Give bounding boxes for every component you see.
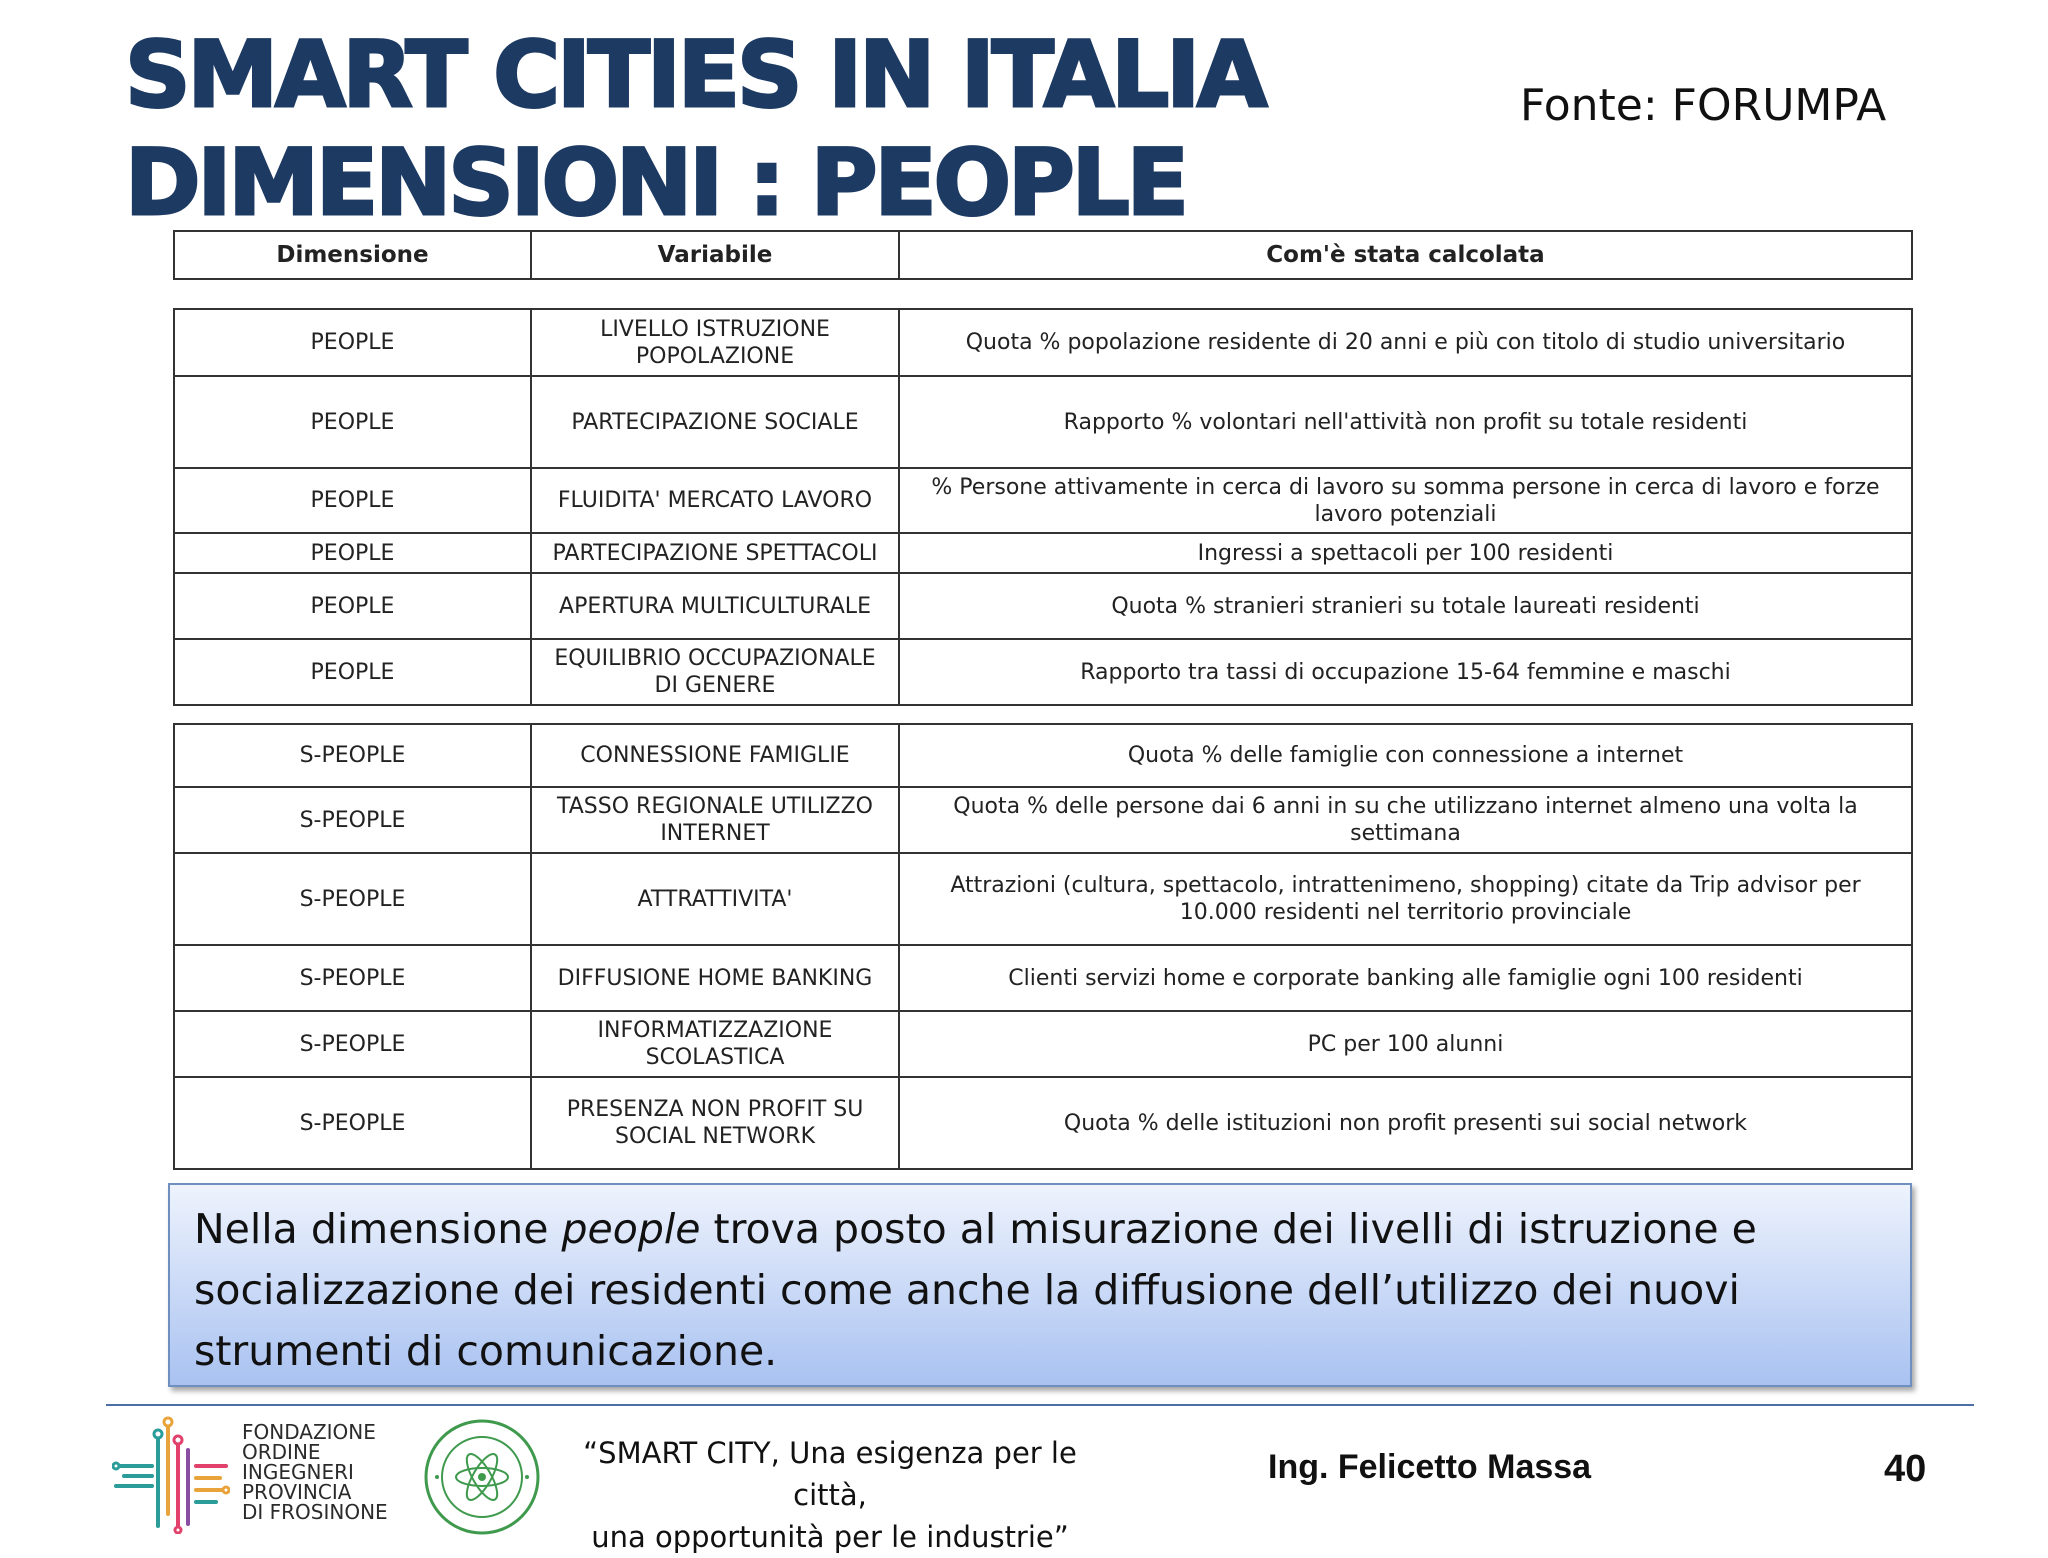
cell-dimension: S-PEOPLE	[174, 724, 531, 787]
cell-method: Attrazioni (cultura, spettacolo, intrattenimeno, shopping) citate da Trip advisor per 10.000 residenti nel territorio provinciale	[899, 853, 1912, 945]
table-row	[174, 376, 1912, 468]
source-label: Fonte: FORUMPA	[1520, 80, 1887, 131]
summary-note	[168, 1183, 1912, 1387]
foundation-name-line: INGEGNERI	[242, 1460, 354, 1484]
table-row	[174, 309, 1912, 376]
header-variabile: Variabile	[531, 231, 899, 279]
cell-method: Quota % delle persone dai 6 anni in su che utilizzano internet almeno una volta la settimana	[899, 787, 1912, 853]
foundation-name-line: FONDAZIONE	[242, 1420, 376, 1444]
table-row	[174, 639, 1912, 705]
cell-variable: DIFFUSIONE HOME BANKING	[531, 945, 899, 1011]
cell-variable: APERTURA MULTICULTURALE	[531, 573, 899, 639]
header-row	[174, 231, 1912, 279]
cell-method: Rapporto tra tassi di occupazione 15-64 femmine e maschi	[899, 639, 1912, 705]
table-row	[174, 533, 1912, 573]
cell-dimension: S-PEOPLE	[174, 945, 531, 1011]
table-row	[174, 1077, 1912, 1169]
cell-method: Quota % popolazione residente di 20 anni e più con titolo di studio universitario	[899, 309, 1912, 376]
table-row	[174, 853, 1912, 945]
table-row	[174, 787, 1912, 853]
cell-dimension: S-PEOPLE	[174, 787, 531, 853]
cell-dimension: PEOPLE	[174, 468, 531, 533]
table-row	[174, 945, 1912, 1011]
note-text-after: trova posto al misurazione dei livelli di istruzione e socializzazione dei residenti come anche la diffusione dell’utilizzo dei nuovi strumenti di comunicazione.	[194, 1205, 1757, 1375]
foundation-name-line: PROVINCIA	[242, 1480, 352, 1504]
slide-title-line2: DIMENSIONI : PEOPLE	[125, 131, 1186, 236]
note-text-before: Nella dimensione	[194, 1205, 562, 1253]
cell-variable: CONNESSIONE FAMIGLIE	[531, 724, 899, 787]
cell-dimension: S-PEOPLE	[174, 1011, 531, 1077]
table-row	[174, 1011, 1912, 1077]
cell-method: Clienti servizi home e corporate banking alle famiglie ogni 100 residenti	[899, 945, 1912, 1011]
cell-dimension: PEOPLE	[174, 533, 531, 573]
foundation-name-line: DI FROSINONE	[242, 1500, 388, 1524]
cell-method: Ingressi a spettacoli per 100 residenti	[899, 533, 1912, 573]
cell-variable: PARTECIPAZIONE SPETTACOLI	[531, 533, 899, 573]
cell-method: Quota % stranieri stranieri su totale laureati residenti	[899, 573, 1912, 639]
table-header	[173, 230, 1913, 280]
cell-variable: ATTRATTIVITA'	[531, 853, 899, 945]
cell-dimension: PEOPLE	[174, 573, 531, 639]
author-name: Ing. Felicetto Massa	[1268, 1448, 1592, 1486]
foundation-name	[242, 1422, 388, 1522]
presentation-quote	[550, 1432, 1110, 1558]
quote-line1: “SMART CITY, Una esigenza per le città,	[583, 1436, 1077, 1512]
cell-variable: EQUILIBRIO OCCUPAZIONALE DI GENERE	[531, 639, 899, 705]
cell-dimension: PEOPLE	[174, 639, 531, 705]
cell-method: Quota % delle istituzioni non profit presenti sui social network	[899, 1077, 1912, 1169]
table-people	[173, 308, 1913, 706]
cell-dimension: S-PEOPLE	[174, 1077, 531, 1169]
cell-method: Quota % delle famiglie con connessione a internet	[899, 724, 1912, 787]
cell-variable: FLUIDITA' MERCATO LAVORO	[531, 468, 899, 533]
cell-dimension: S-PEOPLE	[174, 853, 531, 945]
slide-title-line1: SMART CITIES IN ITALIA	[125, 23, 1265, 128]
cell-dimension: PEOPLE	[174, 309, 531, 376]
page-number: 40	[1884, 1448, 1927, 1490]
cell-variable: INFORMATIZZAZIONE SCOLASTICA	[531, 1011, 899, 1077]
cell-variable: TASSO REGIONALE UTILIZZO INTERNET	[531, 787, 899, 853]
header-dimensione: Dimensione	[174, 231, 531, 279]
cell-method: % Persone attivamente in cerca di lavoro su somma persone in cerca di lavoro e forze lavoro potenziali	[899, 468, 1912, 533]
table-row	[174, 573, 1912, 639]
cell-method: Rapporto % volontari nell'attività non profit su totale residenti	[899, 376, 1912, 468]
table-row	[174, 468, 1912, 533]
cell-variable: LIVELLO ISTRUZIONE POPOLAZIONE	[531, 309, 899, 376]
foundation-logo-icon	[112, 1414, 230, 1534]
cell-dimension: PEOPLE	[174, 376, 531, 468]
note-emphasis: people	[561, 1205, 701, 1253]
header-calcolo: Com'è stata calcolata	[899, 231, 1912, 279]
engineers-order-seal-icon	[423, 1418, 541, 1536]
quote-line2: una opportunità per le industrie”	[591, 1520, 1069, 1554]
foundation-name-line: ORDINE	[242, 1440, 321, 1464]
slide-title	[125, 22, 1264, 238]
table-s-people	[173, 723, 1913, 1170]
footer-divider	[106, 1404, 1974, 1406]
table-row	[174, 724, 1912, 787]
cell-method: PC per 100 alunni	[899, 1011, 1912, 1077]
cell-variable: PRESENZA NON PROFIT SU SOCIAL NETWORK	[531, 1077, 899, 1169]
cell-variable: PARTECIPAZIONE SOCIALE	[531, 376, 899, 468]
